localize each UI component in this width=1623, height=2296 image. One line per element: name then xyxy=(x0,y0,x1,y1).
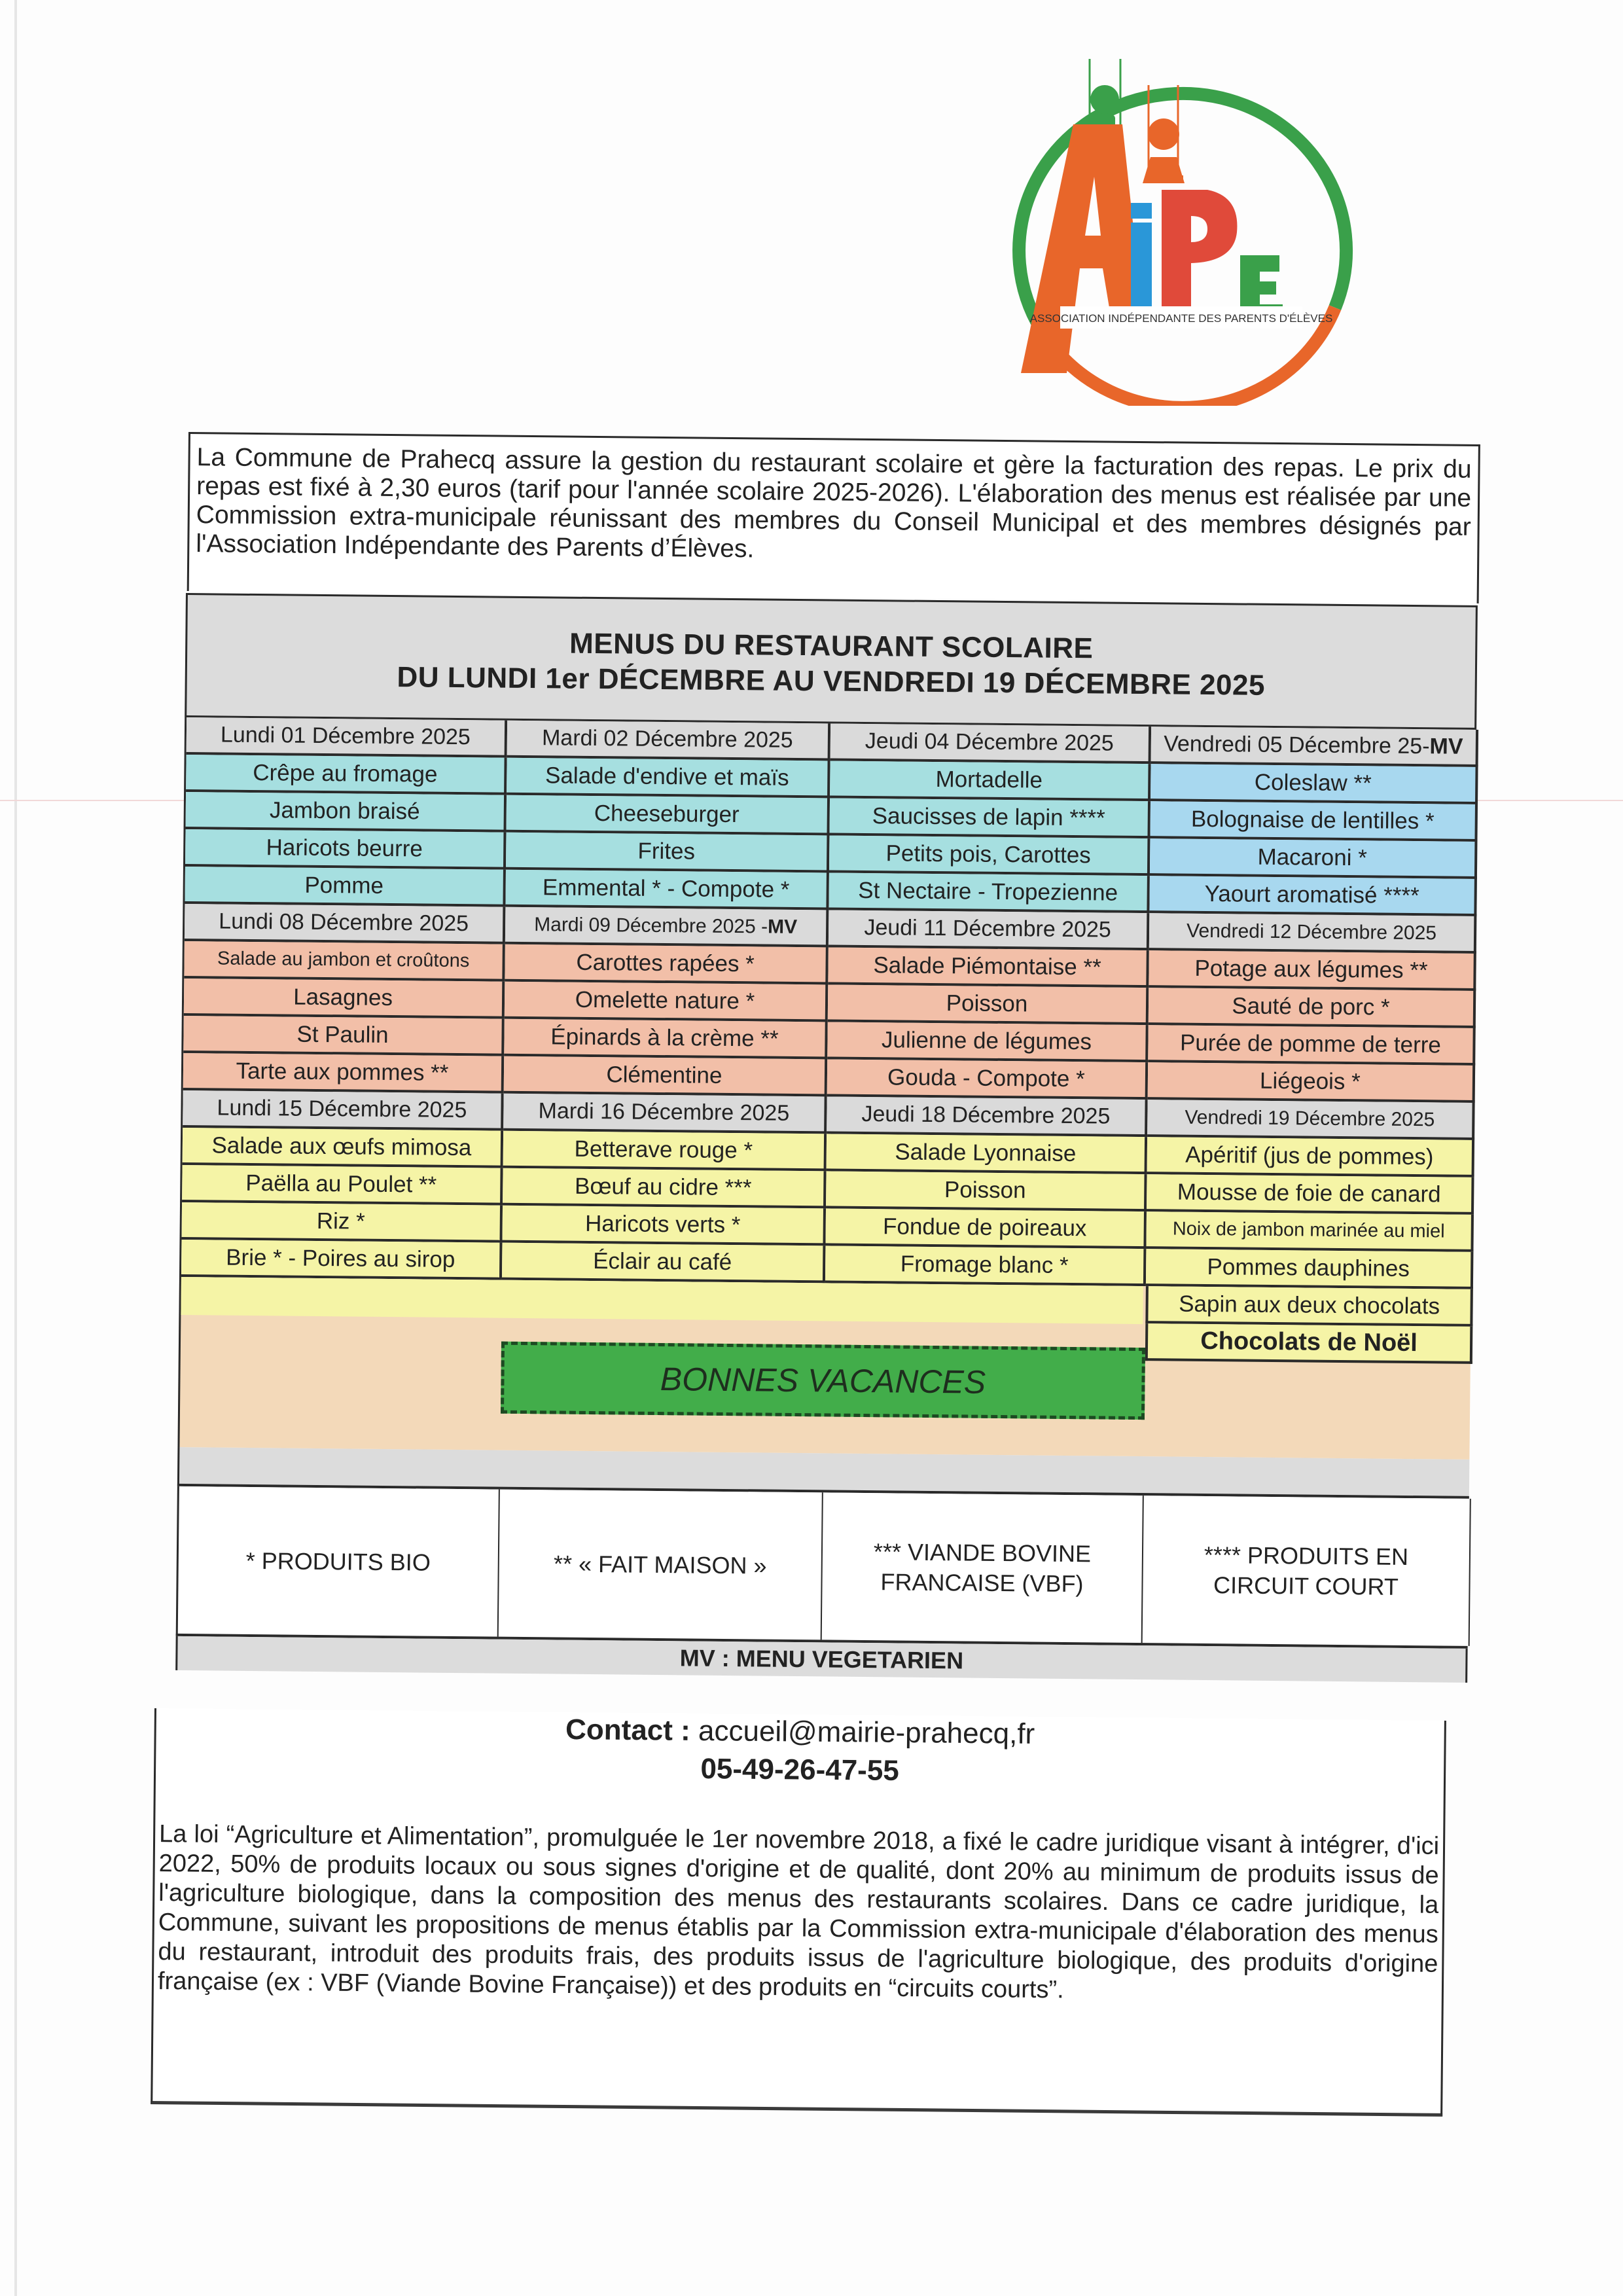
menu-item: Épinards à la crème ** xyxy=(504,1019,828,1060)
day-header xyxy=(187,717,508,758)
logo-letter-p xyxy=(1162,190,1237,308)
day-header xyxy=(830,723,1152,764)
menu-item: Mortadelle xyxy=(830,761,1151,801)
day-header xyxy=(827,1096,1148,1137)
menu-item: Bolognaise de lentilles * xyxy=(1150,801,1478,842)
menu-title: MENUS DU RESTAURANT SCOLAIRE xyxy=(569,627,1094,665)
logo-letter-a xyxy=(1021,124,1142,373)
menu-item: Riz * xyxy=(182,1202,503,1243)
day-date: Jeudi 11 Décembre 2025 xyxy=(864,914,1111,942)
day-header xyxy=(1149,913,1477,954)
menu-item: Liégeois * xyxy=(1148,1062,1476,1103)
menu-item: Lasagnes xyxy=(184,978,505,1019)
menu-item: Sauté de porc * xyxy=(1149,988,1476,1028)
logo-letter-e xyxy=(1240,255,1283,314)
legend-bio: * PRODUITS BIO xyxy=(178,1486,500,1637)
day-header xyxy=(507,721,831,761)
contact-line xyxy=(156,1710,1444,1755)
day-date: Mardi 16 Décembre 2025 xyxy=(538,1098,790,1126)
menu-item: Fromage blanc * xyxy=(825,1246,1147,1286)
menu-item: Tarte aux pommes ** xyxy=(183,1053,505,1094)
menu-item: Petits pois, Carottes xyxy=(829,835,1150,876)
scan-edge xyxy=(14,0,17,2296)
day-date: Vendredi 05 Décembre 25- xyxy=(1163,731,1430,759)
menu-item: Bœuf au cidre *** xyxy=(503,1168,827,1209)
menu-item: Haricots verts * xyxy=(502,1206,826,1246)
friday19-extra-items xyxy=(1145,1286,1473,1364)
menu-item: Éclair au café xyxy=(502,1243,826,1283)
menu-item: Omelette nature * xyxy=(505,982,829,1022)
law-text: La loi “Agriculture et Alimentation”, promulguée le 1er novembre 2018, a fixé le cadre juridique visant à intégrer, d'ici 2022, 50% de produits locaux ou sous signes d'origine et de qualité, dont 20% au minimum de produits issus de l'agriculture biologique, dans la composition des menus des restaurants scolaires. Dans ce cadre juridique, la Commune, suivant les propositions de menus établis par la Commission extra-municipale d'élaboration des menus du restaurant, introduit des produits frais, des produits issus de l'agriculture biologique, des produits d'origine française (ex : VBF (Viande Bovine Française)) et des produits en “circuits courts”. xyxy=(157,1820,1440,2004)
contact-label: Contact : xyxy=(565,1713,691,1747)
menu-item: Carottes rapées * xyxy=(505,944,829,985)
menu-period: DU LUNDI 1er DÉCEMBRE AU VENDREDI 19 DÉCEMBRE 2025 xyxy=(397,661,1266,702)
day-header xyxy=(1147,1100,1475,1140)
mv-badge: MV xyxy=(767,916,798,938)
menu-item: Cheeseburger xyxy=(507,795,830,836)
menu-item: Saucisses de lapin **** xyxy=(829,798,1150,838)
day-date: Lundi 01 Décembre 2025 xyxy=(220,722,471,750)
contact-phone[interactable]: 05-49-26-47-55 xyxy=(700,1753,900,1787)
menu-item: Haricots beurre xyxy=(185,829,507,870)
intro-text: La Commune de Prahecq assure la gestion du restaurant scolaire et gère la facturation des repas. Le prix du repas est fixé à 2,30 euros (tarif pour l'année scolaire 2025-2026). L'élaboration des menus est réalisée par une Commission extra-municipale réunissant des membres du Conseil Municipal et des membres désignés par l'Association Indépendante des Parents d’Élèves. xyxy=(196,443,1472,564)
day-date: Vendredi 12 Décembre 2025 xyxy=(1186,920,1437,944)
day-date: Jeudi 18 Décembre 2025 xyxy=(861,1101,1111,1129)
menu-item: Fondue de poireaux xyxy=(825,1208,1147,1249)
menu-item: Macaroni * xyxy=(1150,838,1478,879)
menu-item: Pomme xyxy=(185,867,506,907)
menu-item: Mousse de foie de canard xyxy=(1147,1174,1474,1215)
menu-item: Noix de jambon marinée au miel xyxy=(1146,1211,1474,1252)
legend xyxy=(176,1486,1469,1649)
menu-item: Emmental * - Compote * xyxy=(505,870,829,910)
menu-item: Clémentine xyxy=(504,1056,828,1097)
menu-item: Salade Piémontaise ** xyxy=(828,947,1149,988)
day-date: Lundi 08 Décembre 2025 xyxy=(219,908,469,937)
menu-item: Jambon braisé xyxy=(186,792,507,833)
legend-circuit-court: **** PRODUITS EN CIRCUIT COURT xyxy=(1143,1496,1471,1646)
menu-item: Julienne de légumes xyxy=(827,1022,1149,1062)
day-date: Vendredi 19 Décembre 2025 xyxy=(1185,1106,1435,1130)
intro-box xyxy=(187,432,1480,603)
menu-item: Paëlla au Poulet ** xyxy=(182,1165,503,1206)
day-header xyxy=(505,907,829,948)
day-header xyxy=(185,904,506,944)
logo-letter-i xyxy=(1131,223,1152,308)
menu-section xyxy=(175,593,1478,1683)
menu-item: Poisson xyxy=(828,984,1149,1025)
menu-item: Purée de pomme de terre xyxy=(1148,1025,1476,1066)
menu-item: Yaourt aromatisé **** xyxy=(1149,876,1477,916)
menu-item: St Paulin xyxy=(183,1016,505,1056)
mv-badge: MV xyxy=(1429,734,1463,759)
menu-item: Salade Lyonnaise xyxy=(827,1134,1148,1174)
day-date: Lundi 15 Décembre 2025 xyxy=(217,1095,467,1123)
menu-item: Salade aux œufs mimosa xyxy=(183,1128,504,1168)
day-header xyxy=(829,910,1150,950)
menu-item: Frites xyxy=(506,833,830,873)
legend-fait-maison: ** « FAIT MAISON » xyxy=(499,1490,823,1640)
menu-item: Betterave rouge * xyxy=(503,1131,827,1172)
menu-item: Brie * - Poires au sirop xyxy=(181,1240,503,1280)
day-date: Jeudi 04 Décembre 2025 xyxy=(865,728,1114,756)
logo-tagline: ASSOCIATION INDÉPENDANTE DES PARENTS D'ÉLÈVES xyxy=(1029,312,1333,325)
menu-item: Coleslaw ** xyxy=(1150,764,1478,804)
menu-title-box xyxy=(185,593,1478,730)
menu-item: Potage aux légumes ** xyxy=(1149,950,1476,991)
bonnes-vacances-banner: BONNES VACANCES xyxy=(501,1342,1145,1420)
aipe-logo xyxy=(982,59,1387,406)
legend-vbf: *** VIANDE BOVINE FRANCAISE (VBF) xyxy=(822,1492,1144,1643)
holiday-area xyxy=(177,1277,1471,1460)
menu-grid xyxy=(179,717,1476,1289)
day-header xyxy=(183,1090,504,1131)
menu-item: Sapin aux deux chocolats xyxy=(1145,1286,1473,1327)
menu-item: Poisson xyxy=(826,1171,1147,1211)
mv-legend: MV : MENU VEGETARIEN xyxy=(175,1636,1467,1683)
day-header xyxy=(503,1094,827,1134)
day-header xyxy=(1151,726,1479,767)
contact-law-box xyxy=(151,1708,1446,2117)
day-date: Mardi 09 Décembre 2025 - xyxy=(534,913,768,938)
menu-item: Crêpe au fromage xyxy=(186,755,507,795)
day-date: Mardi 02 Décembre 2025 xyxy=(541,725,793,753)
menu-item: St Nectaire - Tropezienne xyxy=(829,872,1150,913)
menu-item: Chocolats de Noël xyxy=(1145,1323,1473,1364)
menu-item: Apéritif (jus de pommes) xyxy=(1147,1137,1475,1177)
menu-item: Salade d'endive et maïs xyxy=(507,758,830,798)
menu-item: Salade au jambon et croûtons xyxy=(184,941,505,982)
aipe-logo-graphic xyxy=(982,59,1387,406)
menu-item: Pommes dauphines xyxy=(1146,1249,1474,1289)
contact-email[interactable]: accueil@mairie-prahecq,fr xyxy=(690,1714,1035,1750)
menu-item: Gouda - Compote * xyxy=(827,1059,1149,1100)
